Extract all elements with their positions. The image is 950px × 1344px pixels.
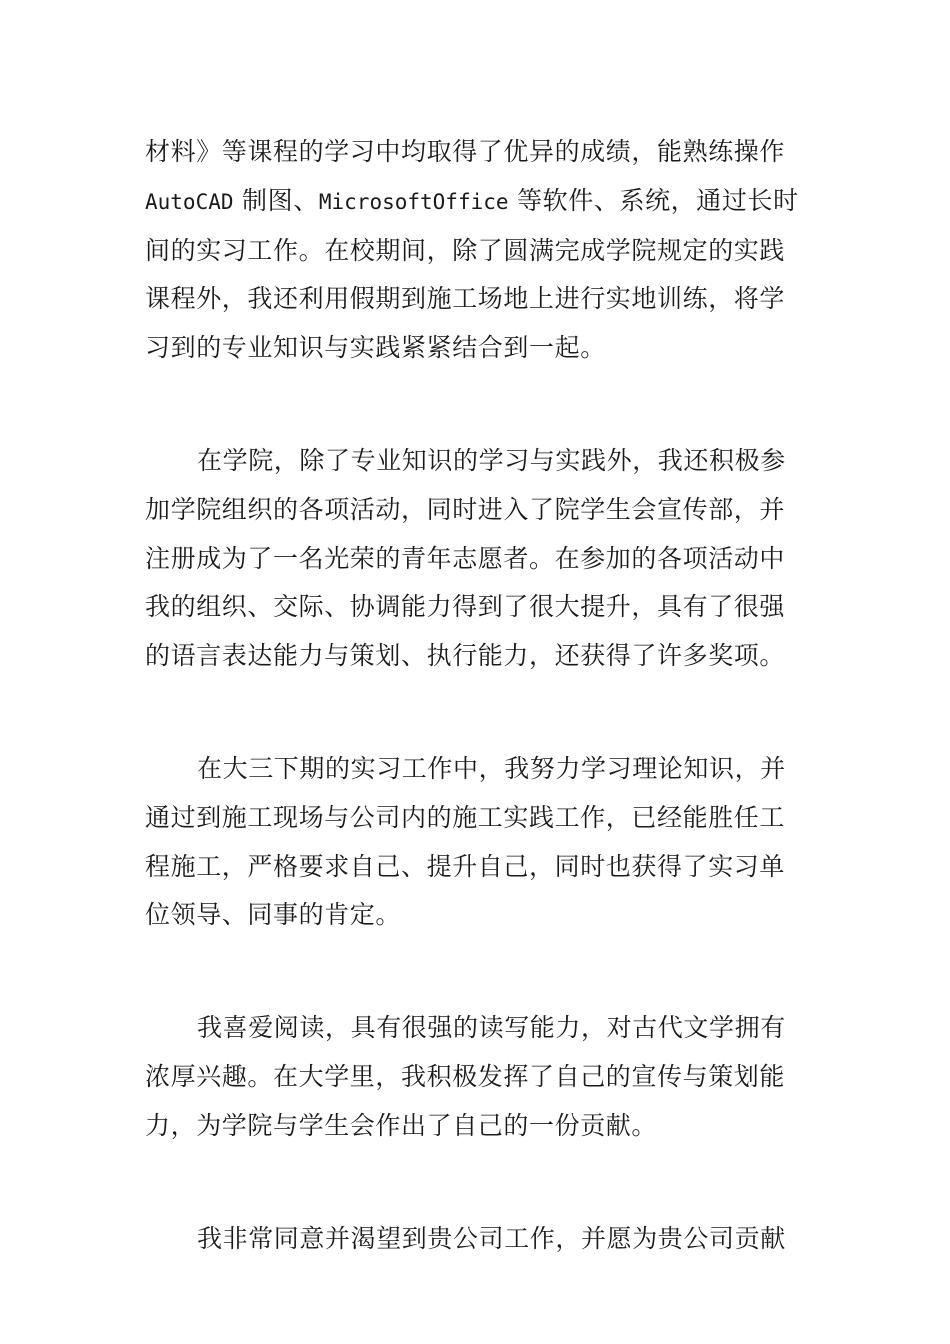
text-line: 我的组织、交际、协调能力得到了很大提升，具有了很强 — [145, 592, 786, 622]
paragraph-2 — [145, 437, 807, 681]
text-line: 间的实习工作。在校期间，除了圆满完成学院规定的实践 — [145, 235, 786, 265]
document-body — [145, 128, 807, 1327]
paragraph-5 — [145, 1215, 807, 1264]
text-line: 在大三下期的实习工作中，我努力学习理论知识，并 — [197, 753, 786, 783]
text-line: 力，为学院与学生会作出了自己的一份贡献。 — [145, 1110, 658, 1140]
text-line: 我喜爱阅读，具有很强的读写能力，对古代文学拥有 — [197, 1013, 786, 1043]
paragraph-1 — [145, 128, 807, 373]
text-segment: AutoCAD — [145, 189, 234, 214]
text-line: 位领导、同事的肯定。 — [145, 900, 402, 930]
text-line: 浓厚兴趣。在大学里，我积极发挥了自己的宣传与策划能 — [145, 1061, 786, 1091]
text-line: 通过到施工现场与公司内的施工实践工作，已经能胜任工 — [145, 802, 786, 832]
text-line: 注册成为了一名光荣的青年志愿者。在参加的各项活动中 — [145, 543, 786, 573]
text-line: 材料》等课程的学习中均取得了优异的成绩，能熟练操作 — [145, 137, 786, 166]
text-line: 在学院，除了专业知识的学习与实践外，我还积极参 — [197, 445, 786, 475]
text-line: 课程外，我还利用假期到施工场地上进行实地训练，将学 — [145, 284, 786, 314]
text-line: 加学院组织的各项活动，同时进入了院学生会宣传部，并 — [145, 494, 786, 524]
text-line: 我非常同意并渴望到贵公司工作，并愿为贵公司贡献 — [197, 1223, 786, 1253]
paragraph-3 — [145, 745, 807, 940]
paragraph-4 — [145, 1004, 807, 1150]
text-segment: MicrosoftOffice — [318, 189, 509, 214]
text-line: 程施工，严格要求自己、提升自己，同时也获得了实习单 — [145, 851, 786, 881]
text-line: AutoCAD 制图、MicrosoftOffice 等软件、系统，通过长时 — [145, 185, 799, 215]
text-line: 的语言表达能力与策划、执行能力，还获得了许多奖项。 — [145, 641, 786, 671]
text-line: 习到的专业知识与实践紧紧结合到一起。 — [145, 333, 606, 363]
